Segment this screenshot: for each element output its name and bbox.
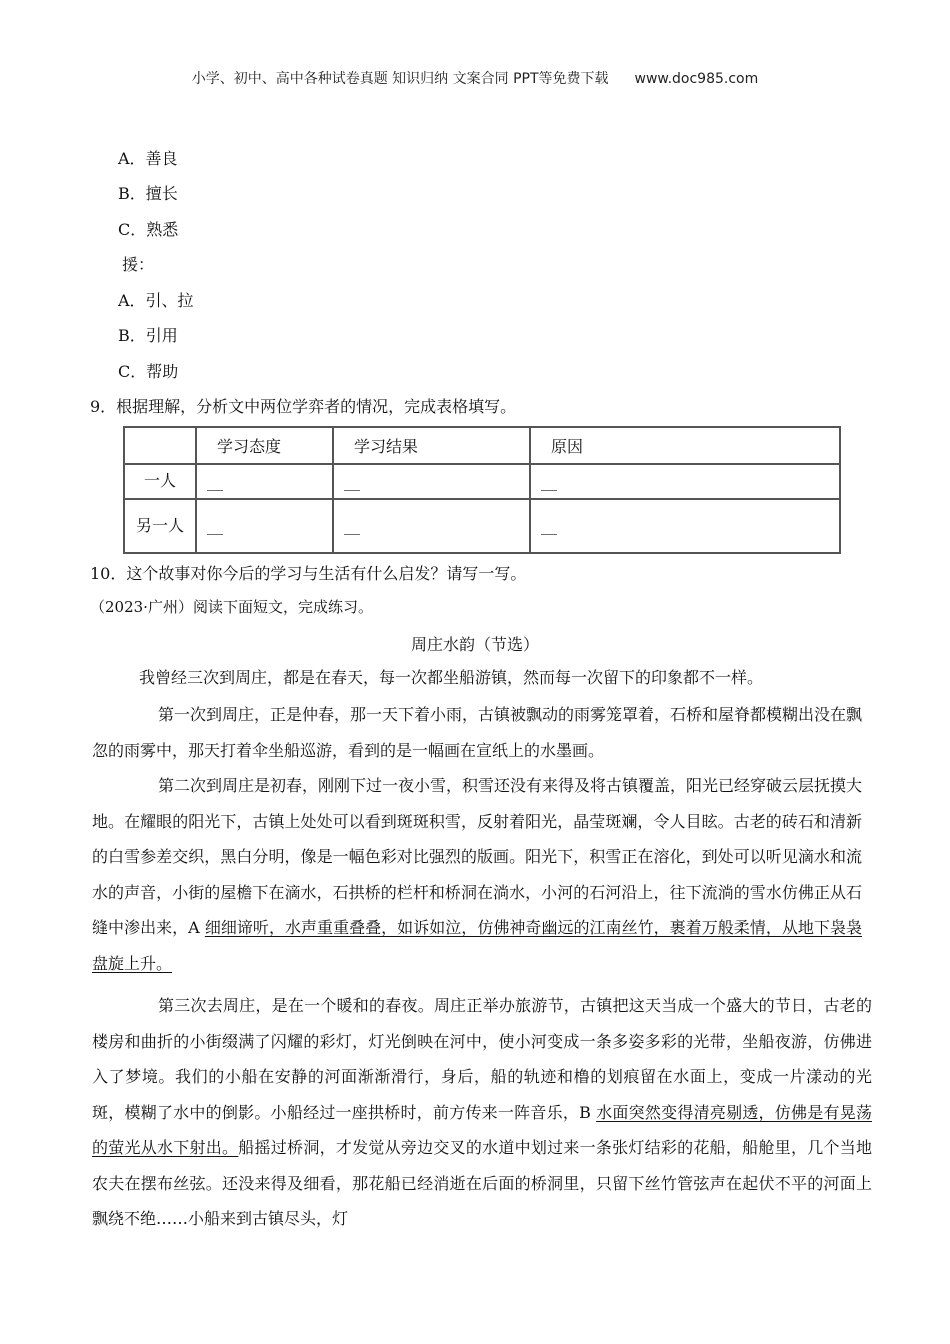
table-row-label: 一人 xyxy=(124,464,196,498)
question-9: 9．根据理解，分析文中两位学弈者的情况，完成表格填写。 xyxy=(90,397,517,416)
paragraph-3-text: 第二次到周庄是初春，刚刚下过一夜小雪，积雪还没有来得及将古镇覆盖，阳光已经穿破云层抚摸大地。在耀眼的阳光下，古镇上处处可以看到斑斑积雪，反射着阳光，晶莹斑斓，令人目眩。古老的砖石和清新的白雪参差交织，黑白分明，像是一幅色彩对比强烈的版画。阳光下，积雪正在溶化，到处可以听见滴水和流水的声音，小街的屋檐下在滴水，石拱桥的栏杆和桥洞在淌水，小河的石河沿上，往下流淌的雪水仿佛正从石缝中渗出来，A xyxy=(92,776,863,937)
header-text: 小学、初中、高中各种试卷真题 知识归纳 文案合同 PPT等免费下载 xyxy=(191,71,609,87)
answer-table xyxy=(123,426,841,554)
option-a-2: A．引、拉 xyxy=(118,291,194,310)
passage-title: 周庄水韵（节选） xyxy=(410,635,539,654)
table-cell: __ xyxy=(196,499,333,553)
paragraph-2: 第一次到周庄，正是仲春，那一天下着小雨，古镇被飘动的雨雾笼罩着，石桥和屋脊都模糊出没在飘忽的雨雾中，那天打着伞坐船巡游，看到的是一幅画在宣纸上的水墨画。 xyxy=(92,705,863,760)
option-b-1: B．擅长 xyxy=(118,184,178,203)
paragraph-3 xyxy=(92,768,862,981)
underlined-sentence-b: 水面突然变得清亮剔透，仿佛是有晃荡的萤光从水下射出。 xyxy=(92,1102,872,1157)
paragraph-4 xyxy=(92,988,872,1237)
table-cell: __ xyxy=(530,464,840,498)
table-header-blank xyxy=(124,427,196,464)
table-header-attitude: 学习态度 xyxy=(196,427,333,464)
underlined-sentence-a: 细细谛听，水声重重叠叠，如诉如泣，仿佛神奇幽远的江南丝竹，裹着万般柔情，从地下袅袅盘旋上升。 xyxy=(92,918,862,973)
header-url: www.doc985.com xyxy=(634,71,759,87)
table-cell: __ xyxy=(333,499,530,553)
word-label: 援： xyxy=(122,255,155,274)
source-line: （2023·广州）阅读下面短文，完成练习。 xyxy=(90,598,373,616)
question-10: 10．这个故事对你今后的学习与生活有什么启发？请写一写。 xyxy=(90,564,527,583)
table-cell: __ xyxy=(530,499,840,553)
paragraph-4-rest: 船摇过桥洞，才发觉从旁边交叉的水道中划过来一条张灯结彩的花船，船舱里，几个当地农夫在摆布丝弦。还没来得及细看，那花船已经消逝在后面的桥洞里，只留下丝竹管弦声在起伏不平的河面上飘绕不绝……小船来到古镇尽头，灯 xyxy=(92,1138,872,1228)
paragraph-1: 我曾经三次到周庄，都是在春天，每一次都坐船游镇，然而每一次留下的印象都不一样。 xyxy=(139,668,764,687)
table-cell: __ xyxy=(333,464,530,498)
page-header xyxy=(0,68,950,88)
option-a-1: A．善良 xyxy=(118,149,178,168)
table-row-label: 另一人 xyxy=(124,499,196,553)
table-header-result: 学习结果 xyxy=(333,427,530,464)
option-c-1: C．熟悉 xyxy=(118,220,179,239)
paragraph-4-text: 第三次去周庄，是在一个暖和的春夜。周庄正举办旅游节，古镇把这天当成一个盛大的节日，古老的楼房和曲折的小街缀满了闪耀的彩灯，灯光倒映在河中，使小河变成一条多姿多彩的光带，坐船夜游，仿佛进入了梦境。我们的小船在安静的河面渐渐滑行，身后，船的轨迹和橹的划痕留在水面上，变成一片漾动的光斑，模糊了水中的倒影。小船经过一座拱桥时，前方传来一阵音乐，B xyxy=(92,996,872,1122)
option-b-2: B．引用 xyxy=(118,326,178,345)
table-cell: __ xyxy=(196,464,333,498)
table-header-reason: 原因 xyxy=(530,427,840,464)
option-c-2: C．帮助 xyxy=(118,362,179,381)
